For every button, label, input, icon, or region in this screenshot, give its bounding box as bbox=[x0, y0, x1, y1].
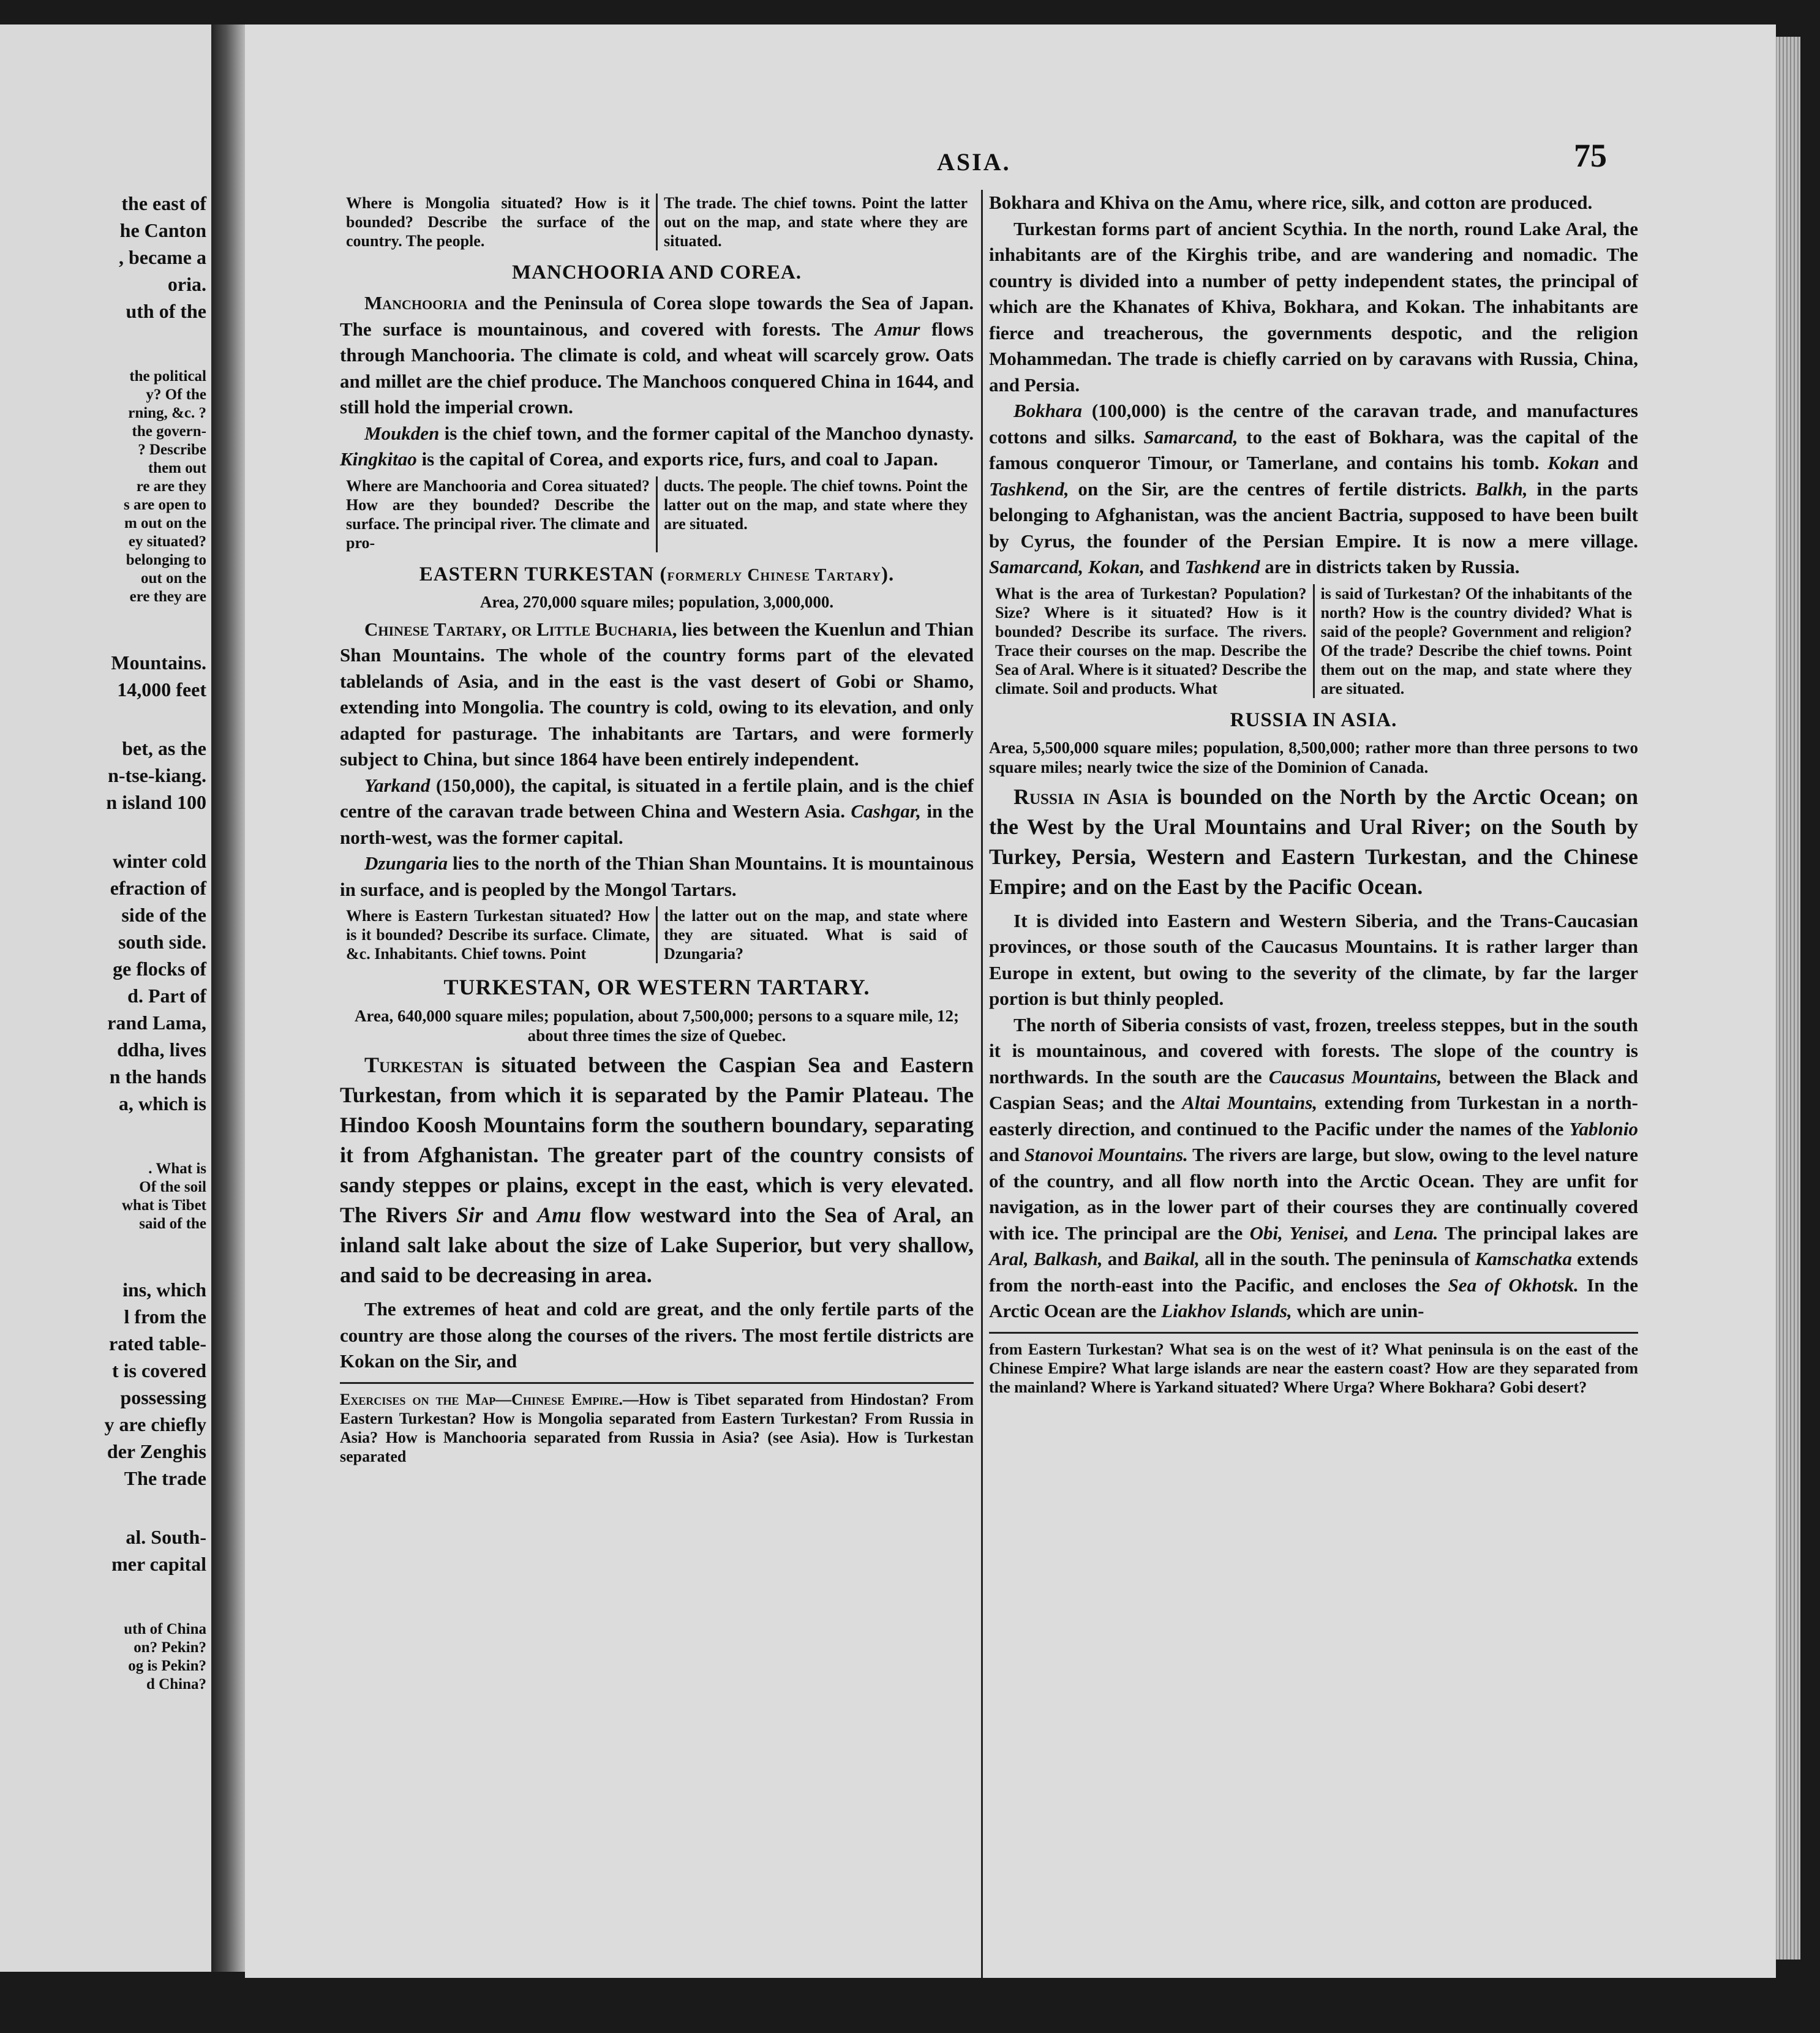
facing-page-line: the govern- bbox=[132, 423, 206, 440]
facing-page-line: the political bbox=[129, 368, 206, 385]
paragraph: Bokhara and Khiva on the Amu, where rice, silk, and cotton are produced. bbox=[989, 192, 1593, 213]
page-number: 75 bbox=[1574, 137, 1607, 174]
eastern-turkestan-questions bbox=[340, 906, 974, 963]
paragraph: Yarkand (150,000), the capital, is situated in a fertile plain, and is the chief centre of the caravan trade between China and Western Asia. Cashgar, in the north-west, was the former capital. bbox=[340, 774, 974, 848]
facing-page-line: ? Describe bbox=[138, 442, 206, 458]
facing-page-line: them out bbox=[148, 460, 206, 476]
question-col: is said of Turkestan? Of the inhabitants of the north? How is the country divided? What is said of the people? Government and religion? Of the trade? Describe the chief towns. Point them out on the map, and state where they are situated. bbox=[1313, 584, 1639, 698]
facing-page-line: a, which is bbox=[118, 1092, 206, 1114]
facing-page-line: efraction of bbox=[110, 877, 206, 899]
area-line: Area, 5,500,000 square miles; population, 8,500,000; rather more than three persons to two square miles; nearly twice the size of the Dominion of Canada. bbox=[989, 738, 1638, 776]
facing-page-line: belonging to bbox=[126, 552, 206, 568]
facing-page-line: l from the bbox=[124, 1306, 206, 1328]
facing-page-line: ddha, lives bbox=[117, 1039, 206, 1061]
facing-page-line: og is Pekin? bbox=[128, 1658, 206, 1674]
running-header bbox=[245, 132, 1623, 187]
facing-page-line: t is covered bbox=[111, 1359, 206, 1381]
facing-page-line: d China? bbox=[146, 1676, 206, 1693]
facing-page-line: n-tse-kiang. bbox=[108, 764, 206, 786]
facing-page-line: said of the bbox=[139, 1216, 206, 1232]
area-line: Area, 640,000 square miles; population, about 7,500,000; persons to a square mile, 12; about three times the size of Quebec. bbox=[354, 1007, 960, 1045]
facing-page-line: what is Tibet bbox=[121, 1197, 206, 1214]
column-rule bbox=[981, 190, 983, 1978]
facing-page-line: he Canton bbox=[119, 219, 206, 241]
question-col: The trade. The chief towns. Point the latter out on the map, and state where they are situated. bbox=[656, 194, 974, 250]
paragraph: Chinese Tartary, or Little Bucharia, lies between the Kuenlun and Thian Shan Mountains. The whole of the country forms part of the elevated tablelands of Asia, and in the east is the vast desert of Gobi or Shamo, extending into Mongolia. The country is cold, owing to its elevation, and only adapted for pasturage. The inhabitants are Tartars, and were formerly subject to China, but since 1864 have been entirely independent. bbox=[340, 618, 974, 770]
paragraph: Bokhara (100,000) is the centre of the caravan trade, and manufactures cottons and silks. Samarcand, to the east of Bokhara, was the capital of the famous conqueror Timour, or Tamerlane, and contains his tomb. Kokan and Tashkend, on the Sir, are the centres of fertile districts. Balkh, in the parts belonging to Afghanistan, was the ancient Bactria, supposed to have been built by Cyrus, the founder of the Persian Empire. It is now a mere village. Samarcand, Kokan, and Tashkend are in districts taken by Russia. bbox=[989, 400, 1638, 577]
paragraph: Russia in Asia is bounded on the North by the Arctic Ocean; on the West by the Ural Mountains and Ural River; on the South by Turkey, Persia, Western and Eastern Turkestan, and the Chinese Empire; and on the East by the Pacific Ocean. bbox=[989, 784, 1638, 899]
facing-page-line: 14,000 feet bbox=[117, 678, 206, 701]
facing-page-line: Mountains. bbox=[111, 652, 206, 674]
exercises-block bbox=[989, 1332, 1638, 1397]
facing-page-line: The trade bbox=[124, 1467, 206, 1489]
facing-page-line: ey situated? bbox=[128, 533, 206, 550]
left-column bbox=[340, 190, 974, 1466]
question-col: ducts. The people. The chief towns. Point the latter out on the map, and state where they are situated. bbox=[656, 476, 974, 552]
section-heading: MANCHOORIA AND COREA. bbox=[512, 261, 802, 284]
book-gutter bbox=[211, 24, 245, 1972]
page-edges bbox=[1773, 37, 1800, 1960]
facing-page-line: m out on the bbox=[124, 515, 206, 532]
facing-page-line: possessing bbox=[120, 1386, 206, 1408]
question-col: Where is Eastern Turkestan situated? How is it bounded? Describe its surface. Climate, &c. Inhabitants. Chief towns. Point bbox=[346, 907, 650, 963]
manchooria-questions bbox=[340, 476, 974, 552]
question-col: Where is Mongolia situated? How is it bounded? Describe the surface of the country. The people. bbox=[346, 194, 650, 250]
exercises-text: from Eastern Turkestan? What sea is on the west of it? What peninsula is on the east of the Chinese Empire? What large islands are near the eastern coast? How are they separated from the mainland? Where is Yarkand situated? Where Urga? Where Bokhara? Gobi desert? bbox=[989, 1340, 1638, 1396]
facing-page-line: uth of the bbox=[126, 300, 206, 322]
right-column bbox=[989, 190, 1638, 1397]
section-heading: TURKESTAN, OR WESTERN TARTARY. bbox=[443, 975, 870, 999]
facing-page-line: n island 100 bbox=[106, 791, 206, 813]
facing-page-line: Of the soil bbox=[139, 1179, 206, 1195]
facing-page-line: y? Of the bbox=[146, 386, 206, 403]
facing-page-line: out on the bbox=[141, 570, 206, 587]
question-col: the latter out on the map, and state where they are situated. What is said of Dzungaria? bbox=[656, 906, 974, 963]
facing-page-line: d. Part of bbox=[127, 985, 206, 1007]
area-line: Area, 270,000 square miles; population, 3,000,000. bbox=[479, 592, 834, 611]
facing-page-line: al. South- bbox=[126, 1526, 206, 1548]
paragraph: The extremes of heat and cold are great, and the only fertile parts of the country are those along the courses of the rivers. The most fertile districts are Kokan on the Sir, and bbox=[340, 1298, 974, 1372]
paragraph: Turkestan is situated between the Caspian Sea and Eastern Turkestan, from which it is separated by the Pamir Plateau. The Hindoo Koosh Mountains form the southern boundary, separating it from Afghanistan. The greater part of the country consists of sandy steppes or plains, except in the east, which is very elevated. The Rivers Sir and Amu flow westward into the Sea of Aral, an inland salt lake about the size of Lake Superior, but very shallow, and said to be decreasing in area. bbox=[340, 1053, 974, 1287]
facing-page-line: ere they are bbox=[129, 588, 206, 605]
facing-page-line: side of the bbox=[121, 904, 206, 926]
question-col: Where are Manchooria and Corea situated? How are they bounded? Describe the surface. The principal river. The climate and pro- bbox=[346, 476, 650, 552]
paragraph: The north of Siberia consists of vast, frozen, treeless steppes, but in the south it is mountainous, and covered with forests. The slope of the country is northwards. In the south are the Caucasus Mountains, between the Black and Caspian Seas; and the Altai Mountains, extending from Turkestan in a north-easterly direction, and continued to the Pacific under the names of the Yablonio and Stanovoi Mountains. The rivers are large, but slow, owing to the level nature of the country, and all flow north into the Arctic Ocean. They are unfit for navigation, as in the lower part of their courses they are continually covered with ice. The principal are the Obi, Yenisei, and Lena. The principal lakes are Aral, Balkash, and Baikal, all in the south. The peninsula of Kamschatka extends from the north-east into the Pacific, and encloses the Sea of Okhotsk. In the Arctic Ocean are the Liakhov Islands, which are unin- bbox=[989, 1013, 1639, 1321]
facing-page-line: on? Pekin? bbox=[133, 1639, 206, 1656]
facing-page-line: rated table- bbox=[108, 1332, 206, 1355]
section-heading: EASTERN TURKESTAN (formerly Chinese Tartary). bbox=[419, 563, 895, 585]
facing-page-line: der Zenghis bbox=[107, 1440, 206, 1462]
facing-page-line: . What is bbox=[148, 1160, 206, 1177]
facing-page-line: rning, &c. ? bbox=[128, 405, 206, 421]
facing-page-line: oria. bbox=[167, 273, 206, 295]
exercises-text: Exercises on the Map—Chinese Empire.—How is Tibet separated from Hindostan? From Eastern Turkestan? How is Mongolia separated from Eastern Turkestan? From Russia in Asia? How is Manchooria separated from Russia in Asia? (see Asia). How is Turkestan separated bbox=[340, 1390, 974, 1465]
facing-page-line: mer capital bbox=[111, 1553, 206, 1575]
paragraph: Moukden is the chief town, and the former capital of the Manchoo dynasty. Kingkitao is the capital of Corea, and exports rice, furs, and coal to Japan. bbox=[340, 422, 974, 470]
facing-page-line: ge flocks of bbox=[113, 958, 206, 980]
paragraph: It is divided into Eastern and Western Siberia, and the Trans-Caucasian provinces, or those south of the Caucasus Mountains. It is rather larger than Europe in extent, but owing to the severity of the climate, by far the larger portion is but thinly peopled. bbox=[989, 909, 1638, 1009]
facing-page-line: y are chiefly bbox=[104, 1413, 206, 1435]
facing-page-line: n the hands bbox=[109, 1065, 206, 1088]
running-title: ASIA. bbox=[937, 148, 1011, 176]
facing-page-line: bet, as the bbox=[122, 737, 206, 759]
mongolia-questions bbox=[340, 194, 974, 250]
book-page bbox=[245, 24, 1776, 1978]
facing-page-line: ins, which bbox=[122, 1279, 206, 1301]
facing-page-line: re are they bbox=[136, 478, 206, 495]
facing-page-line: winter cold bbox=[112, 850, 206, 872]
facing-page-line: south side. bbox=[118, 931, 206, 953]
paragraph: Manchooria and the Peninsula of Corea slope towards the Sea of Japan. The surface is mountainous, and covered with forests. The Amur flows through Manchooria. The climate is cold, and wheat will scarcely grow. Oats and millet are the chief produce. The Manchoos conquered China in 1644, and still hold the imperial crown. bbox=[340, 292, 974, 418]
exercises-block bbox=[340, 1382, 974, 1466]
facing-page-line: uth of China bbox=[124, 1621, 206, 1637]
paragraph: Turkestan forms part of ancient Scythia. In the north, round Lake Aral, the inhabitants are of the Kirghis tribe, and are wandering and nomadic. The country is divided into a number of petty independent states, the principal of which are the Khanates of Khiva, Bokhara, and Kokan. The inhabitants are fierce and treacherous, the governments despotic, and the religion Mohammedan. The trade is chiefly carried on by caravans with Russia, China, and Persia. bbox=[989, 217, 1638, 396]
facing-page-fragment bbox=[0, 24, 211, 1972]
section-heading: RUSSIA IN ASIA. bbox=[1230, 708, 1397, 731]
facing-page-line: s are open to bbox=[124, 497, 206, 513]
facing-page-line: the east of bbox=[121, 192, 206, 214]
question-col: What is the area of Turkestan? Population? Size? Where is it situated? How is it bounded? Describe its surface. The rivers. Trace their courses on the map. Describe the Sea of Aral. Where is it situated? Describe the climate. Soil and products. What bbox=[995, 584, 1307, 697]
paragraph: Dzungaria lies to the north of the Thian Shan Mountains. It is mountainous in surface, and is peopled by the Mongol Tartars. bbox=[340, 852, 974, 900]
facing-page-line: rand Lama, bbox=[107, 1012, 206, 1034]
turkestan-questions bbox=[989, 584, 1638, 698]
facing-page-line: , became a bbox=[118, 246, 206, 268]
